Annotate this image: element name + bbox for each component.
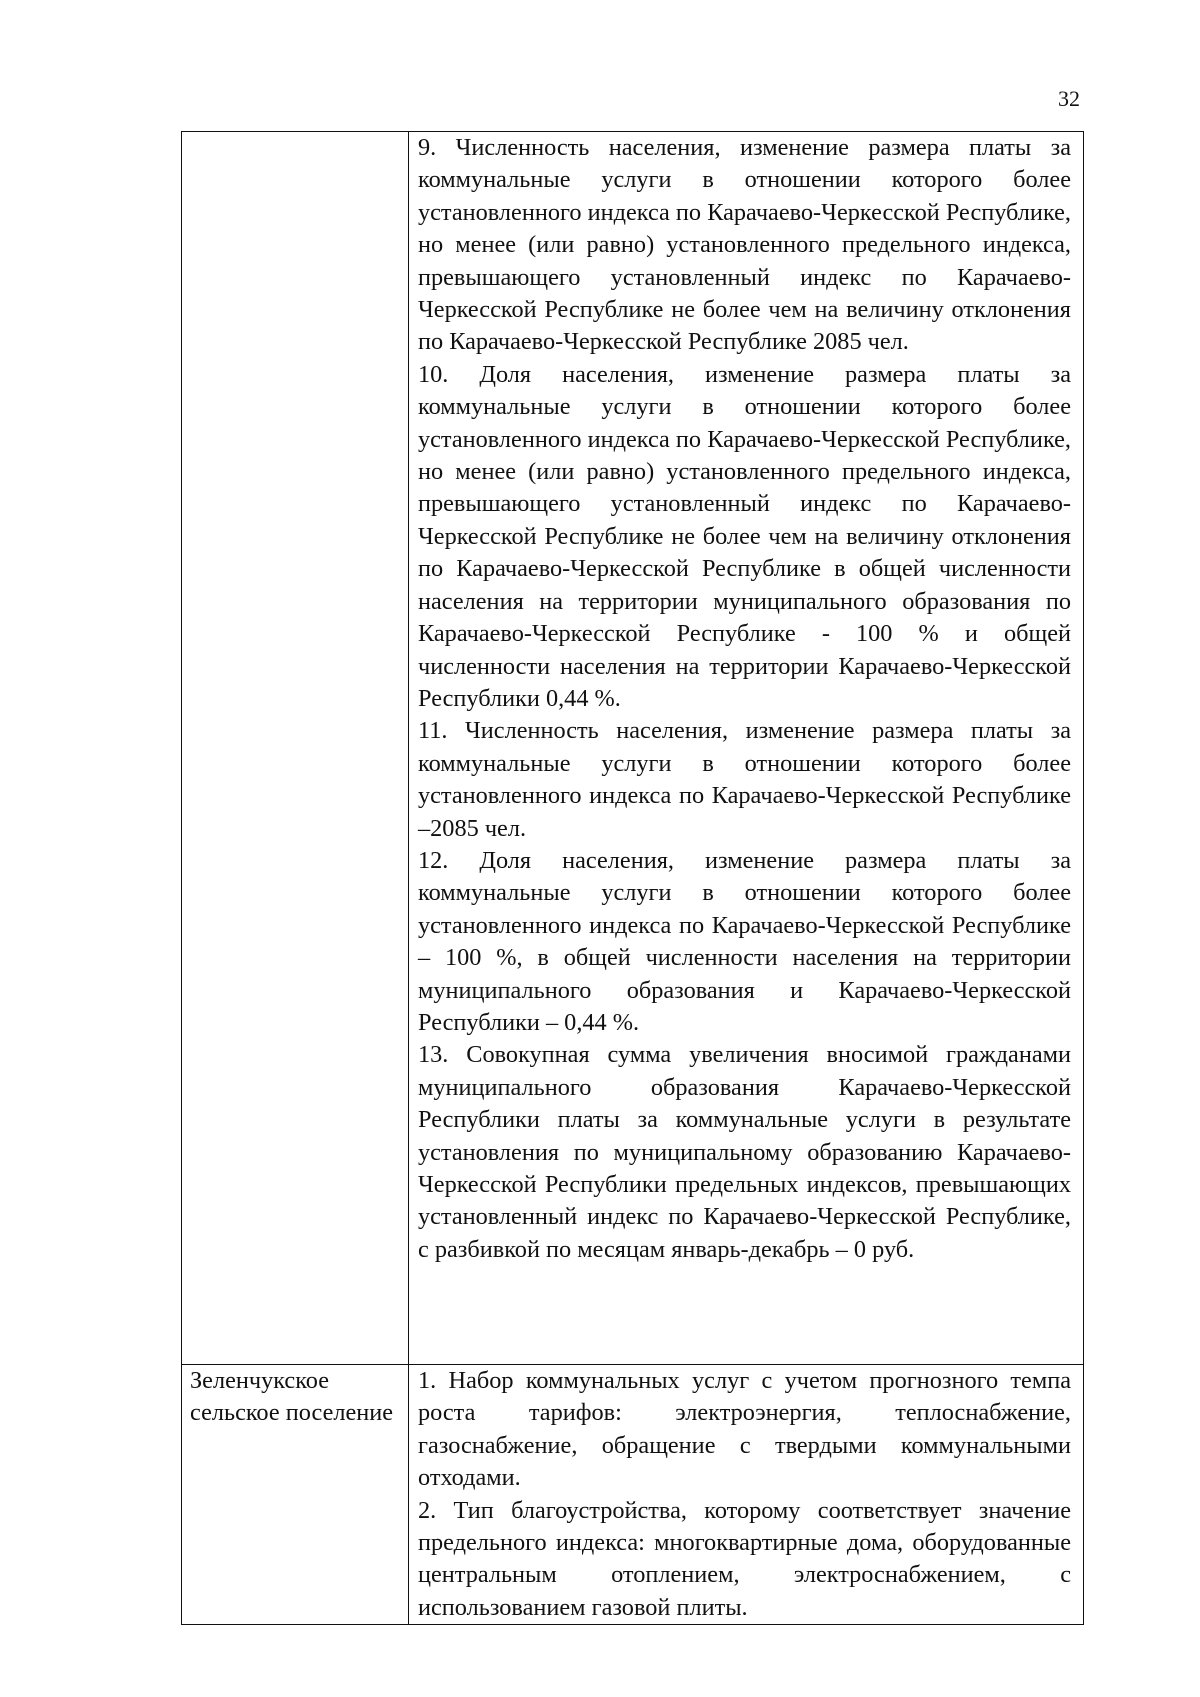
table-row bbox=[182, 1365, 1084, 1625]
list-item: 13. Совокупная сумма увеличения вносимой гражданами муниципального образования Карачаево-Черкесской Республики платы за коммунальные услуги в результате установления по муниципальному образованию Карачаево-Черкесской Республики предельных индексов, превышающих установленный индекс по Карачаево-Черкесской Республике, с разбивкой по месяцам январь-декабрь – 0 руб. bbox=[418, 1041, 1071, 1263]
list-item: 11. Численность населения, изменение размера платы за коммунальные услуги в отношении которого более установленного индекса по Карачаево-Черкесской Республике –2085 чел. bbox=[418, 717, 1071, 842]
table-row bbox=[182, 132, 1084, 1365]
municipality-cell bbox=[182, 132, 409, 1365]
page-number: 32 bbox=[1058, 86, 1080, 111]
municipality-cell bbox=[182, 1365, 409, 1625]
list-item: 12. Доля населения, изменение размера платы за коммунальные услуги в отношении которого более установленного индекса по Карачаево-Черкесской Республике – 100 %, в общей численности населения на территории муниципального образования и Карачаево-Черкесской Республики – 0,44 %. bbox=[418, 846, 1071, 1036]
content-table bbox=[181, 131, 1084, 1625]
list-item: 1. Набор коммунальных услуг с учетом прогнозного темпа роста тарифов: электроэнергия, теплоснабжение, газоснабжение, обращение с твердыми коммунальными отходами. bbox=[418, 1367, 1071, 1492]
indicators-cell bbox=[409, 132, 1084, 1365]
municipality-name: Зеленчукское сельское поселение bbox=[190, 1367, 394, 1427]
list-item: 2. Тип благоустройства, которому соответствует значение предельного индекса: многоквартирные дома, оборудованные центральным отоплением, электроснабжением, с использованием газовой плиты. bbox=[418, 1496, 1071, 1621]
list-item: 10. Доля населения, изменение размера платы за коммунальные услуги в отношении которого более установленного индекса по Карачаево-Черкесской Республике, но менее (или равно) установленного предельного индекса, превышающего установленный индекс по Карачаево-Черкесской Республике не более чем на величину отклонения по Карачаево-Черкесской Республике в общей численности населения на территории муниципального образования по Карачаево-Черкесской Республике - 100 % и общей численности населения на территории Карачаево-Черкесской Республики 0,44 %. bbox=[418, 360, 1071, 712]
indicators-cell bbox=[409, 1365, 1084, 1625]
list-item: 9. Численность населения, изменение размера платы за коммунальные услуги в отношении которого более установленного индекса по Карачаево-Черкесской Республике, но менее (или равно) установленного предельного индекса, превышающего установленный индекс по Карачаево-Черкесской Республике не более чем на величину отклонения по Карачаево-Черкесской Республике 2085 чел. bbox=[418, 134, 1071, 356]
